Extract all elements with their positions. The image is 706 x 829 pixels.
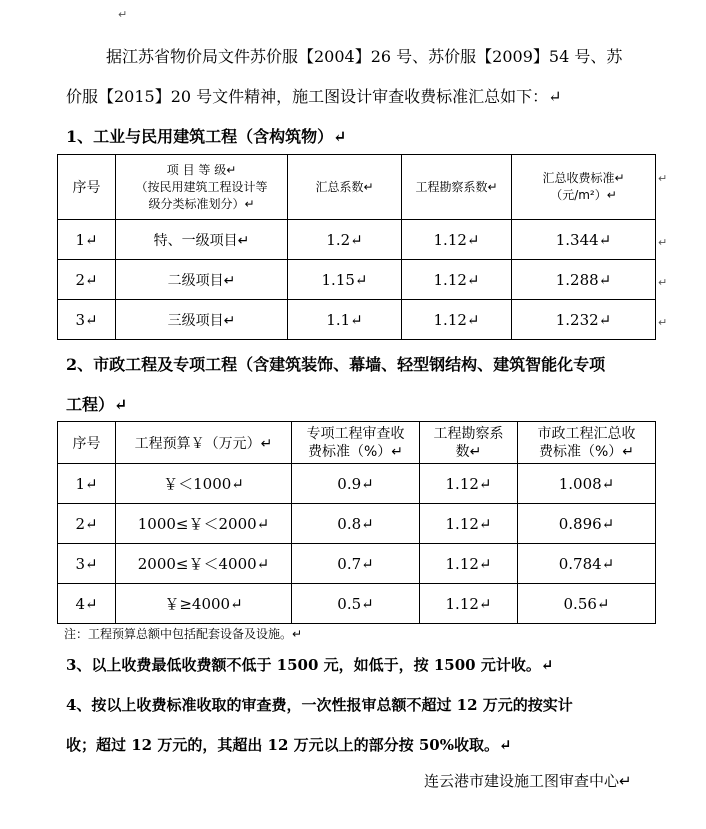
section-2-heading-line-2: 工程）↵ [66, 395, 128, 414]
cell-survey: 1.12↵ [420, 584, 518, 624]
section-1-heading: 1、工业与民用建筑工程（含构筑物）↵ [66, 127, 347, 146]
header-project-level: 项 目 等 级↵ （按民用建筑工程设计等 级分类标准划分）↵ [116, 155, 288, 220]
cell-total: 1.2↵ [288, 220, 402, 260]
table-row [58, 544, 656, 584]
table-row [58, 504, 656, 544]
cell-total: 1.15↵ [288, 260, 402, 300]
cell-municipal: 0.896↵ [518, 504, 656, 544]
header-municipal-fee: 市政工程汇总收 费标准（%）↵ [518, 422, 656, 464]
cell-seq: 1↵ [58, 464, 116, 504]
header-fee-standard: 汇总收费标准↵ （元/m²）↵ [512, 155, 656, 220]
row-end-mark: ↵ [658, 236, 668, 249]
cell-fee: 1.288↵ [512, 260, 656, 300]
cell-special: 0.5↵ [292, 584, 420, 624]
building-fee-table [57, 154, 656, 340]
table-header-row [58, 155, 656, 220]
table-header-row [58, 422, 656, 464]
row-end-mark: ↵ [658, 172, 668, 185]
header-budget: 工程预算￥（万元）↵ [116, 422, 292, 464]
intro-line-2: 价服【2015】20 号文件精神，施工图设计审查收费标准汇总如下：↵ [66, 87, 562, 106]
cell-seq: 2↵ [58, 504, 116, 544]
cell-survey: 1.12↵ [420, 504, 518, 544]
header-seq: 序号 [58, 155, 116, 220]
row-end-mark: ↵ [658, 316, 668, 329]
paragraph-4-line-2: 收；超过 12 万元的，其超出 12 万元以上的部分按 50%收取。↵ [66, 736, 512, 754]
header-survey-coef: 工程勘察系 数↵ [420, 422, 518, 464]
row-end-mark: ↵ [658, 276, 668, 289]
municipal-fee-table [57, 421, 656, 624]
cell-special: 0.8↵ [292, 504, 420, 544]
table-note: 注：工程预算总额中包括配套设备及设施。↵ [64, 627, 303, 641]
header-seq: 序号 [58, 422, 116, 464]
cell-level: 三级项目↵ [116, 300, 288, 340]
cell-total: 1.1↵ [288, 300, 402, 340]
paragraph-mark: ↵ [118, 8, 128, 21]
cell-budget: 1000≤￥＜2000↵ [116, 504, 292, 544]
cell-survey: 1.12↵ [420, 464, 518, 504]
cell-level: 二级项目↵ [116, 260, 288, 300]
cell-survey: 1.12↵ [402, 300, 512, 340]
cell-municipal: 1.008↵ [518, 464, 656, 504]
cell-survey: 1.12↵ [402, 220, 512, 260]
cell-survey: 1.12↵ [402, 260, 512, 300]
cell-fee: 1.344↵ [512, 220, 656, 260]
section-2-heading-line-1: 2、市政工程及专项工程（含建筑装饰、幕墙、轻型钢结构、建筑智能化专项 [66, 355, 606, 374]
table-row [58, 464, 656, 504]
cell-fee: 1.232↵ [512, 300, 656, 340]
cell-municipal: 0.56↵ [518, 584, 656, 624]
table-row [58, 220, 656, 260]
cell-seq: 4↵ [58, 584, 116, 624]
table-row [58, 584, 656, 624]
cell-seq: 2↵ [58, 260, 116, 300]
table-row [58, 300, 656, 340]
paragraph-4-line-1: 4、按以上收费标准收取的审查费，一次性报审总额不超过 12 万元的按实计 [66, 696, 573, 714]
header-special-fee: 专项工程审查收 费标准（%）↵ [292, 422, 420, 464]
cell-special: 0.9↵ [292, 464, 420, 504]
header-total-coef: 汇总系数↵ [288, 155, 402, 220]
signature: 连云港市建设施工图审查中心↵ [424, 772, 632, 790]
paragraph-3: 3、以上收费最低收费额不低于 1500 元，如低于，按 1500 元计收。↵ [66, 656, 554, 674]
cell-seq: 3↵ [58, 544, 116, 584]
cell-municipal: 0.784↵ [518, 544, 656, 584]
cell-budget: ￥＜1000↵ [116, 464, 292, 504]
cell-seq: 3↵ [58, 300, 116, 340]
cell-budget: 2000≤￥＜4000↵ [116, 544, 292, 584]
cell-survey: 1.12↵ [420, 544, 518, 584]
header-survey-coef: 工程勘察系数↵ [402, 155, 512, 220]
cell-budget: ￥≥4000↵ [116, 584, 292, 624]
cell-special: 0.7↵ [292, 544, 420, 584]
cell-seq: 1↵ [58, 220, 116, 260]
intro-line-1: 据江苏省物价局文件苏价服【2004】26 号、苏价服【2009】54 号、苏 [106, 47, 623, 66]
table-row [58, 260, 656, 300]
cell-level: 特、一级项目↵ [116, 220, 288, 260]
